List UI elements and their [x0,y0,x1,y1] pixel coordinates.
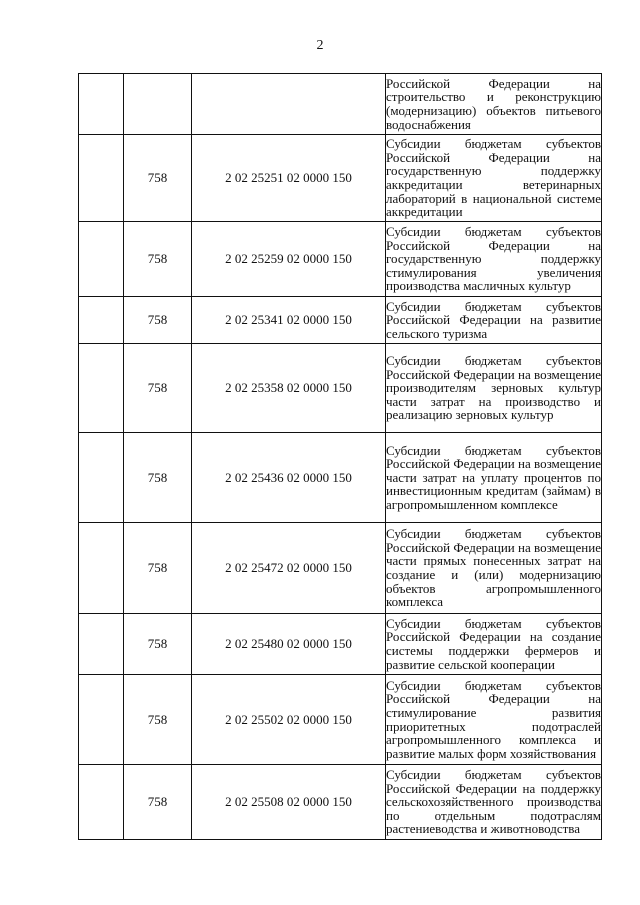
budget-codes-table [78,73,602,840]
description-cell: Субсидии бюджетам субъектов Российской Федерации на государственную поддержку стимулирования увеличения производства масличных культур [386,222,602,297]
table-row [79,614,602,675]
row-empty-cell [79,675,124,765]
budget-code-cell: 2 02 25358 02 0000 150 [192,344,386,433]
admin-code-cell [124,74,192,135]
table-row [79,344,602,433]
row-empty-cell [79,297,124,344]
admin-code-cell: 758 [124,222,192,297]
description-cell: Субсидии бюджетам субъектов Российской Федерации на создание системы поддержки фермеров и развитие сельской кооперации [386,614,602,675]
description-cell: Российской Федерации на строительство и реконструкцию (модернизацию) объектов питьевого водоснабжения [386,74,602,135]
admin-code-cell: 758 [124,675,192,765]
description-cell: Субсидии бюджетам субъектов Российской Федерации на развитие сельского туризма [386,297,602,344]
admin-code-cell: 758 [124,614,192,675]
budget-code-cell: 2 02 25480 02 0000 150 [192,614,386,675]
row-empty-cell [79,765,124,840]
table-row [79,222,602,297]
table-row [79,135,602,222]
budget-code-cell: 2 02 25251 02 0000 150 [192,135,386,222]
admin-code-cell: 758 [124,297,192,344]
row-empty-cell [79,74,124,135]
table-row [79,765,602,840]
row-empty-cell [79,344,124,433]
admin-code-cell: 758 [124,765,192,840]
row-empty-cell [79,433,124,523]
admin-code-cell: 758 [124,135,192,222]
page-number: 2 [316,38,324,53]
admin-code-cell: 758 [124,523,192,614]
budget-code-cell: 2 02 25472 02 0000 150 [192,523,386,614]
table-row [79,523,602,614]
table-row [79,675,602,765]
budget-code-cell: 2 02 25508 02 0000 150 [192,765,386,840]
budget-code-cell: 2 02 25341 02 0000 150 [192,297,386,344]
row-empty-cell [79,135,124,222]
description-cell: Субсидии бюджетам субъектов Российской Федерации на возмещение части затрат на уплату процентов по инвестиционным кредитам (займам) в агропромышленном комплексе [386,433,602,523]
admin-code-cell: 758 [124,433,192,523]
table-row [79,297,602,344]
budget-code-cell [192,74,386,135]
row-empty-cell [79,523,124,614]
row-empty-cell [79,222,124,297]
description-cell: Субсидии бюджетам субъектов Российской Федерации на возмещение производителям зерновых культур части затрат на производство и реализацию зерновых культур [386,344,602,433]
description-cell: Субсидии бюджетам субъектов Российской Федерации на поддержку сельскохозяйственного производства по отдельным подотраслям растениеводства и животноводства [386,765,602,840]
admin-code-cell: 758 [124,344,192,433]
table-row [79,74,602,135]
description-cell: Субсидии бюджетам субъектов Российской Федерации на возмещение части прямых понесенных затрат на создание и (или) модернизацию объектов агропромышленного комплекса [386,523,602,614]
table-row [79,433,602,523]
description-cell: Субсидии бюджетам субъектов Российской Федерации на государственную поддержку аккредитации ветеринарных лабораторий в национальной системе аккредитации [386,135,602,222]
budget-code-cell: 2 02 25259 02 0000 150 [192,222,386,297]
row-empty-cell [79,614,124,675]
budget-code-cell: 2 02 25502 02 0000 150 [192,675,386,765]
description-cell: Субсидии бюджетам субъектов Российской Федерации на стимулирование развития приоритетных подотраслей агропромышленного комплекса и развитие малых форм хозяйствования [386,675,602,765]
budget-code-cell: 2 02 25436 02 0000 150 [192,433,386,523]
